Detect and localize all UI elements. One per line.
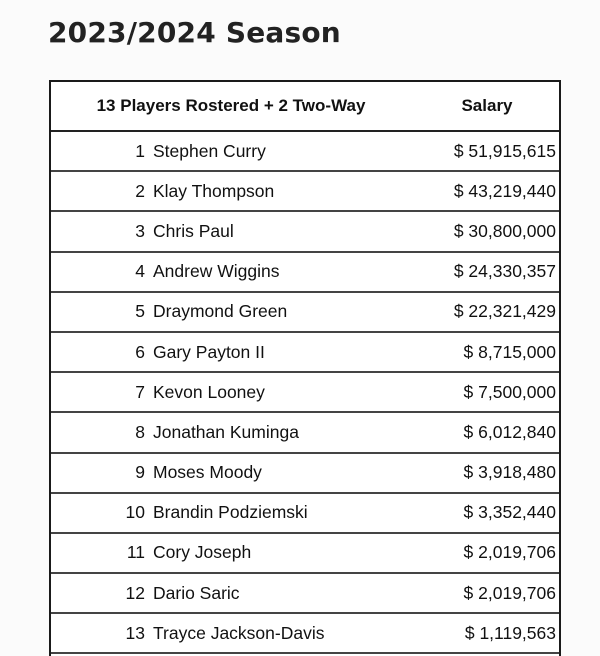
- player-name: Draymond Green: [153, 301, 288, 322]
- table-row: [51, 171, 559, 211]
- player-name: Moses Moody: [153, 462, 262, 483]
- player-name: Dario Saric: [153, 582, 240, 603]
- player-cell: [51, 412, 411, 452]
- salary-value: $ 3,918,480: [411, 453, 559, 493]
- player-cell: [51, 372, 411, 412]
- player-name: Stephen Curry: [153, 140, 266, 161]
- salary-column-header: Salary: [411, 82, 559, 131]
- rank-number: 12: [125, 582, 145, 603]
- salary-value: $ 6,012,840: [411, 412, 559, 452]
- table-row: [51, 211, 559, 251]
- table-row: [51, 493, 559, 533]
- salary-table: [51, 82, 559, 654]
- salary-value: $ 30,800,000: [411, 211, 559, 251]
- rank-number: 13: [125, 622, 145, 643]
- salary-value: $ 8,715,000: [411, 332, 559, 372]
- table-row: [51, 613, 559, 653]
- rank-number: 9: [135, 462, 145, 483]
- rank-number: 2: [135, 180, 145, 201]
- rank-number: 4: [135, 261, 145, 282]
- rank-number: 7: [135, 381, 145, 402]
- player-name: Andrew Wiggins: [153, 261, 280, 282]
- table-header-row: [51, 82, 559, 131]
- rank-number: 3: [135, 220, 145, 241]
- table-row: [51, 131, 559, 171]
- table-row: [51, 533, 559, 573]
- rank-number: 1: [135, 140, 145, 161]
- rank-number: 5: [135, 301, 145, 322]
- table-row: [51, 453, 559, 493]
- salary-value: $ 2,019,706: [411, 533, 559, 573]
- table-row: [51, 292, 559, 332]
- salary-value: $ 3,352,440: [411, 493, 559, 533]
- player-cell: [51, 171, 411, 211]
- player-name: Klay Thompson: [153, 180, 275, 201]
- salary-table-container: [49, 80, 561, 656]
- rank-number: 8: [135, 421, 145, 442]
- rank-number: 6: [135, 341, 145, 362]
- player-name: Brandin Podziemski: [153, 502, 308, 523]
- player-name: Chris Paul: [153, 220, 234, 241]
- rank-number: 11: [126, 542, 145, 563]
- player-cell: [51, 453, 411, 493]
- player-name: Cory Joseph: [153, 542, 252, 563]
- salary-value: $ 51,915,615: [411, 131, 559, 171]
- player-cell: [51, 573, 411, 613]
- rank-number: 10: [125, 502, 145, 523]
- salary-value: $ 7,500,000: [411, 372, 559, 412]
- player-name: Trayce Jackson-Davis: [153, 622, 325, 643]
- player-cell: [51, 292, 411, 332]
- player-cell: [51, 131, 411, 171]
- salary-value: $ 22,321,429: [411, 292, 559, 332]
- table-row: [51, 332, 559, 372]
- player-cell: [51, 211, 411, 251]
- table-row: [51, 252, 559, 292]
- page-title: 2023/2024 Season: [48, 16, 341, 49]
- player-name: Kevon Looney: [153, 381, 265, 402]
- players-column-header: 13 Players Rostered + 2 Two-Way: [51, 82, 411, 131]
- player-name: Jonathan Kuminga: [153, 421, 299, 442]
- player-cell: [51, 252, 411, 292]
- table-row: [51, 412, 559, 452]
- salary-value: $ 24,330,357: [411, 252, 559, 292]
- player-cell: [51, 493, 411, 533]
- player-cell: [51, 533, 411, 573]
- salary-value: $ 1,119,563: [411, 613, 559, 653]
- player-cell: [51, 332, 411, 372]
- player-name: Gary Payton II: [153, 341, 265, 362]
- player-cell: [51, 613, 411, 653]
- salary-value: $ 2,019,706: [411, 573, 559, 613]
- table-row: [51, 573, 559, 613]
- salary-value: $ 43,219,440: [411, 171, 559, 211]
- table-row: [51, 372, 559, 412]
